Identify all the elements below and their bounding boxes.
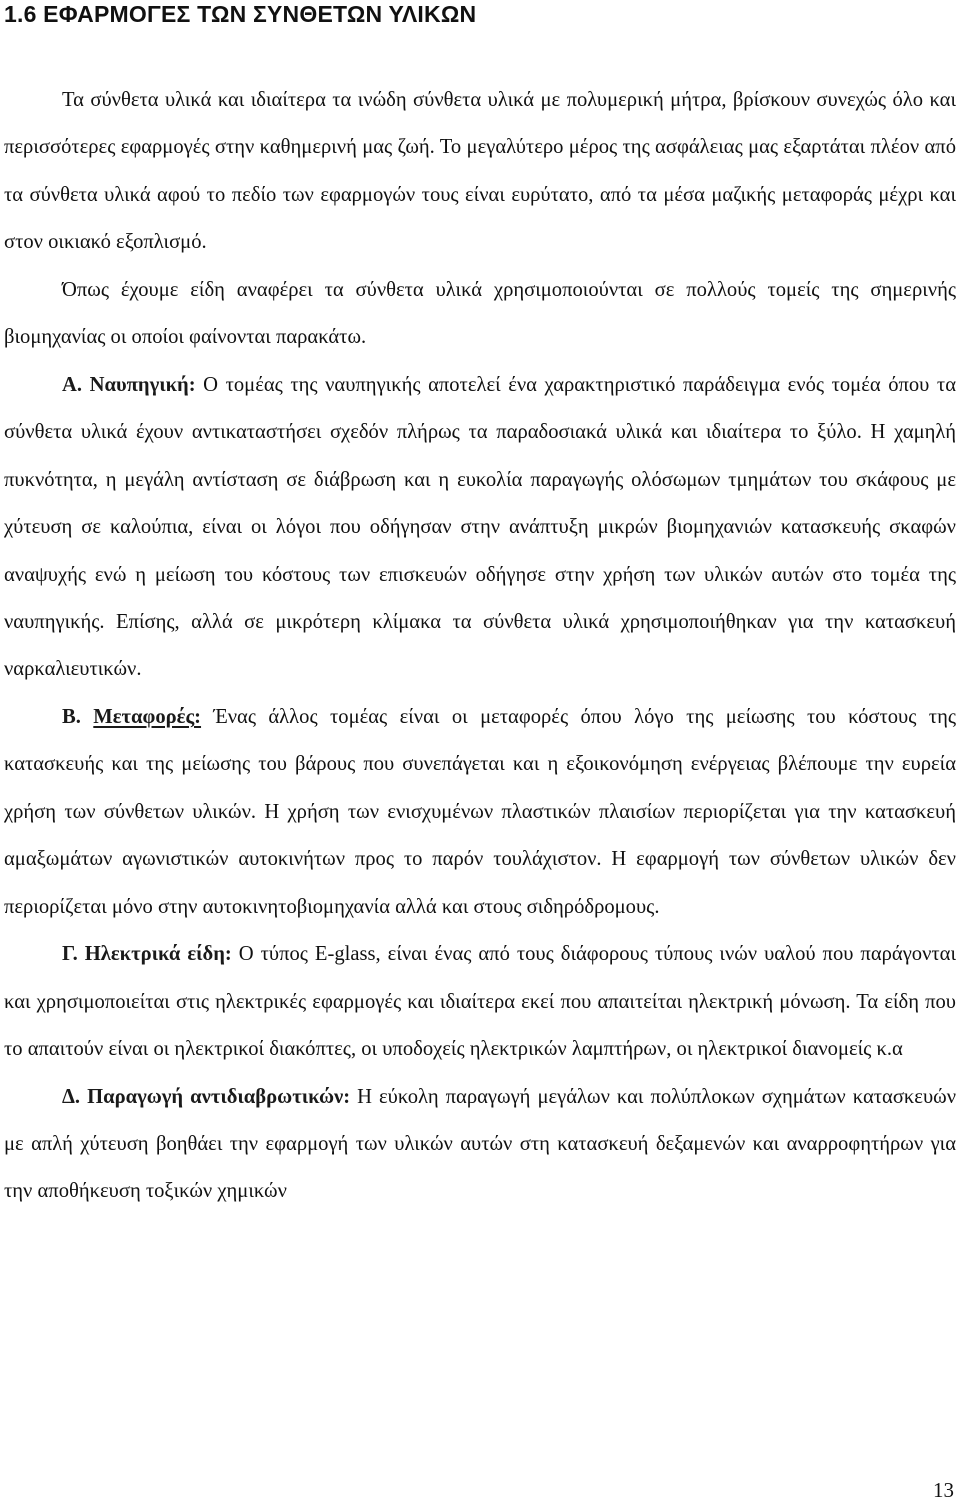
intro-text: Τα σύνθετα υλικά και ιδιαίτερα τα ινώδη σύνθετα υλικά με πολυμερική μήτρα, βρίσκουν συνεχώς όλο και περισσότερες εφαρμογές στην καθημερινή μας ζωή. Το μεγαλύτερο μέρος της ασφάλειας μας εξαρτάται πλέον από τα σύνθετα υλικά αφού το πεδίο των εφαρμογών τους είναι ευρύτατο, από τα μέσα μαζικής μεταφοράς μέχρι και στον οικιακό εξοπλισμό. xyxy=(4,89,956,254)
electrical-text: Ο τύπος E-glass, είναι ένας από τους διάφορους τύπους ινών υαλού που παράγονται και χρησιμοποιείται στις ηλεκτρικές εφαρμογές και ιδιαίτερα εκεί που απαιτείται ηλεκτρική μόνωση. Τα είδη που το απαιτούν είναι οι ηλεκτρικοί διακόπτες, οι υποδοχείς ηλεκτρικών λαμπτήρων, οι ηλεκτρικοί διανομείς κ.α xyxy=(4,943,957,1061)
anticorrosion-label: Δ. Παραγωγή αντιδιαβρωτικών: xyxy=(62,1085,351,1108)
intro-paragraph xyxy=(4,77,956,267)
shipbuilding-text: Ο τομέας της ναυπηγικής αποτελεί ένα χαρακτηριστικό παράδειγμα ενός τομέα όπου τα σύνθετα υλικά έχουν αντικαταστήσει σχεδόν πλήρως τα παραδοσιακά υλικά και ιδιαίτερα το ξύλο. Η χαμηλή πυκνότητα, η μεγάλη αντίσταση σε διάβρωση και η ευκολία παραγωγής ολόσωμων τμημάτων του σκάφους με χύτευση σε καλούπια, είναι οι λόγοι που οδήγησαν στην ανάπτυξη μικρών βιομηχανιών κατασκευής σκαφών αναψυχής ενώ η μείωση του κόστους των επισκευών οδήγησε στην χρήση των υλικών αυτών στο τομέα της ναυπηγικής. Επίσης, αλλά σε μικρότερη κλίμακα τα σύνθετα υλικά χρησιμοποιήθηκαν για την κατασκευή ναρκαλιευτικών. xyxy=(4,373,956,681)
transport-text: Ένας άλλος τομέας είναι οι μεταφορές όπου λόγο της μείωσης του κόστους της κατασκευής και της μείωσης του βάρους που συνεπάγεται και η εξοικονόμηση ενέργειας βλέπουμε την ευρεία χρήση των σύνθετων υλικών. Η χρήση των ενισχυμένων πλαστικών πλαισίων περιορίζεται για την κατασκευή αμαξωμάτων αγωνιστικών αυτοκινήτων προς το παρόν τουλάχιστον. Η εφαρμογή των σύνθετων υλικών δεν περιορίζεται μόνο στην αυτοκινητοβιομηχανία αλλά και στους σιδηρόδρομους. xyxy=(4,705,956,918)
electrical-paragraph xyxy=(4,931,956,1073)
sectors-paragraph xyxy=(4,267,956,362)
sectors-text: Όπως έχουμε είδη αναφέρει τα σύνθετα υλικά χρησιμοποιούνται σε πολλούς τομείς της σημερινής βιομηχανίας οι οποίοι φαίνονται παρακάτω. xyxy=(4,278,956,349)
transport-label-word: Μεταφορές: xyxy=(93,705,202,728)
document-body xyxy=(4,77,956,1216)
anticorrosion-paragraph xyxy=(4,1074,956,1216)
transport-label-letter: Β. xyxy=(62,705,81,728)
shipbuilding-paragraph xyxy=(4,362,956,694)
anticorrosion-text: Η εύκολη παραγωγή μεγάλων και πολύπλοκων σχημάτων κατασκευών με απλή χύτευση βοηθάει την εφαρμογή των υλικών αυτών στη κατασκευή δεξαμενών και αναρροφητήρων για την αποθήκευση τοξικών χημικών xyxy=(4,1085,957,1203)
section-heading: 1.6 ΕΦΑΡΜΟΓΕΣ ΤΩΝ ΣΥΝΘΕΤΩΝ ΥΛΙΚΩΝ xyxy=(4,1,477,27)
page-number: 13 xyxy=(933,1478,954,1502)
electrical-label: Γ. Ηλεκτρικά είδη: xyxy=(62,943,232,966)
shipbuilding-label: Α. Ναυπηγική: xyxy=(62,373,196,396)
transport-paragraph xyxy=(4,694,956,931)
